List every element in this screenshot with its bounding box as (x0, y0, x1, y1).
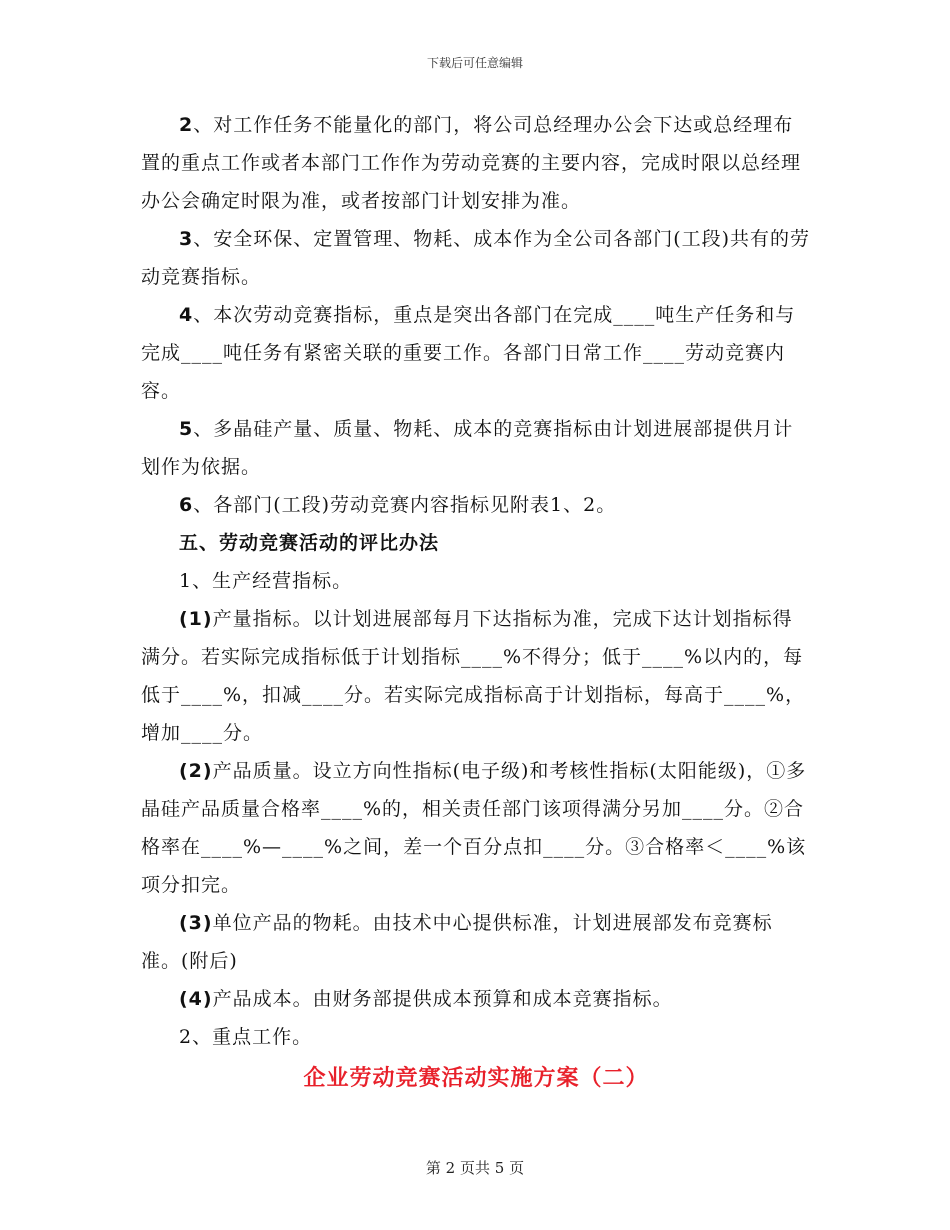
item-text: 、各部门(工段)劳动竞赛内容指标见附表1、2。 (193, 494, 617, 516)
item-text: 、多晶硅产量、质量、物耗、成本的竞赛指标由计划进展部提供月计划作为依据。 (141, 418, 794, 478)
document-body (141, 106, 811, 1098)
item-number: (4) (179, 988, 213, 1010)
page-header: 下载后可任意编辑 (426, 56, 523, 70)
item-number: 4 (179, 304, 194, 326)
item-number: 2 (179, 114, 194, 136)
item-number: 2 (179, 1026, 193, 1048)
item-text: 、安全环保、定置管理、物耗、成本作为全公司各部门(工段)共有的劳动竞赛指标。 (141, 228, 811, 288)
item-text: 单位产品的物耗。由技术中心提供标准，计划进展部发布竞赛标准。(附后) (141, 912, 773, 972)
section-item-2 (141, 1018, 811, 1056)
item-text: 产品成本。由财务部提供成本预算和成本竞赛指标。 (212, 988, 673, 1010)
paragraph-item-4 (141, 296, 811, 410)
section-heading: 五、劳动竞赛活动的评比办法 (179, 532, 440, 554)
item-number: 5 (179, 418, 194, 440)
item-text: 产品质量。设立方向性指标(电子级)和考核性指标(太阳能级)，①多晶硅产品质量合格率____%的，相关责任部门该项得满分另加____分。②合格率在____%—____%之间，差一个百分点扣____分。③合格率＜____%该项分扣完。 (141, 760, 807, 896)
item-text: 、对工作任务不能量化的部门，将公司总经理办公会下达或总经理布置的重点工作或者本部门工作作为劳动竞赛的主要内容，完成时限以总经理办公会确定时限为准，或者按部门计划安排为准。 (141, 114, 802, 212)
item-text: 、本次劳动竞赛指标，重点是突出各部门在完成____吨生产任务和与完成____吨任务有紧密关联的重要工作。各部门日常工作____劳动竞赛内容。 (141, 304, 796, 402)
paragraph-item-5 (141, 410, 811, 486)
page-footer: 第 2 页共 5 页 (425, 1159, 525, 1177)
item-number: (2) (179, 760, 213, 782)
item-text: 、重点工作。 (192, 1026, 313, 1048)
item-text: 、生产经营指标。 (192, 570, 353, 592)
item-text: 产量指标。以计划进展部每月下达指标为准，完成下达计划指标得满分。若实际完成指标低于计划指标____%不得分；低于____%以内的，每低于____%，扣减____分。若实际完成指标高于计划指标，每高于____%，增加____分。 (141, 608, 806, 744)
paragraph-item-3 (141, 220, 811, 296)
paragraph-item-2 (141, 106, 811, 220)
section-item-1 (141, 562, 811, 600)
item-number: (1) (179, 608, 213, 630)
document-title: 企业劳动竞赛活动实施方案（二） (303, 1065, 649, 1091)
item-number: 3 (179, 228, 194, 250)
section-item-1-4 (141, 980, 811, 1018)
section-item-1-2 (141, 752, 811, 904)
item-number: 1 (179, 570, 193, 592)
item-number: 6 (179, 494, 194, 516)
section-item-1-3 (141, 904, 811, 980)
section-item-1-1 (141, 600, 811, 752)
paragraph-item-6 (141, 486, 811, 524)
item-number: (3) (179, 912, 213, 934)
